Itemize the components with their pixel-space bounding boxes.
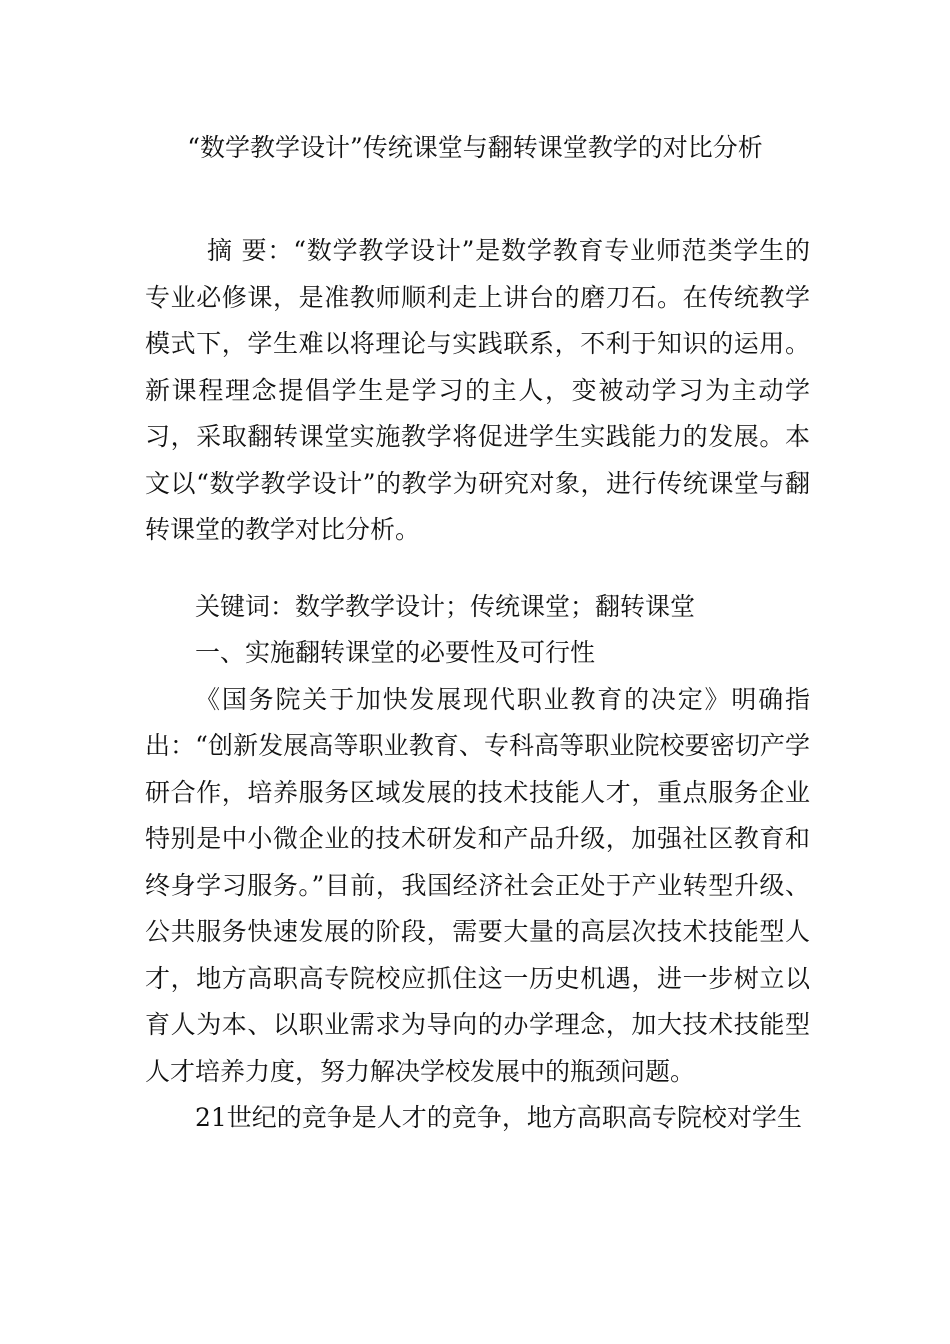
abstract-paragraph: [145, 228, 810, 554]
abstract-text: “数学教学设计”是数学教育专业师范类学生的专业必修课，是准教师顺利走上讲台的磨刀石。在传统教学模式下，学生难以将理论与实践联系，不利于知识的运用。新课程理念提倡学生是学习的主人，变被动学习为主动学习，采取翻转课堂实施教学将促进学生实践能力的发展。本文以“数学教学设计”的教学为研究对象，进行传统课堂与翻转课堂的教学对比分析。: [145, 236, 810, 544]
abstract-label: 摘 要：: [207, 236, 294, 265]
section-heading: 一、实施翻转课堂的必要性及可行性: [195, 638, 596, 667]
keywords-paragraph: [145, 584, 810, 631]
body-paragraph-2: 21世纪的竞争是人才的竞争，地方高职高专院校对学生: [195, 1103, 802, 1132]
keywords-label: 关键词：: [195, 591, 296, 621]
keywords-text: 数学教学设计；传统课堂；翻转课堂: [295, 591, 696, 621]
document-body: [145, 228, 810, 1142]
document-title: “数学教学设计”传统课堂与翻转课堂教学的对比分析: [187, 133, 763, 162]
body-paragraph-1: 《国务院关于加快发展现代职业教育的决定》明确指出：“创新发展高等职业教育、专科高等职业院校要密切产学研合作，培养服务区域发展的技术技能人才，重点服务企业特别是中小微企业的技术研发和产品升级，加强社区教育和终身学习服务。”目前，我国经济社会正处于产业转型升级、公共服务快速发展的阶段，需要大量的高层次技术技能型人才，地方高职高专院校应抓住这一历史机遇，进一步树立以育人为本、以职业需求为导向的办学理念，加大技术技能型人才培养力度，努力解决学校发展中的瓶颈问题。: [145, 684, 810, 1086]
